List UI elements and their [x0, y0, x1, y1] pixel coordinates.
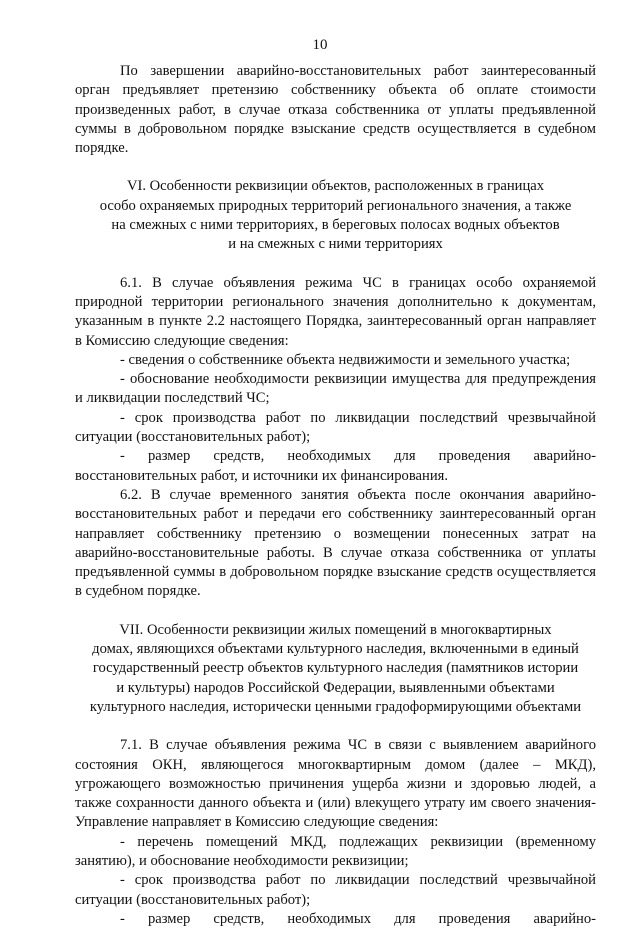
document-body: [75, 62, 596, 929]
section-7-heading-line: и культуры) народов Российской Федерации, выявленными объектами: [116, 679, 555, 696]
page-number: 10: [312, 37, 328, 53]
section-7-heading-line: государственный реестр объектов культурного наследия (памятников истории: [92, 660, 579, 677]
list-item: - перечень помещений МКД, подлежащих реквизиции (временному занятию), и обоснование необходимости реквизиции;: [75, 833, 596, 869]
list-item: - размер средств, необходимых для проведения аварийно-: [120, 910, 596, 927]
section-7-heading-line: домах, являющихся объектами культурного наследия, включенными в единый: [92, 641, 579, 658]
list-item: - размер средств, необходимых для проведения аварийно-восстановительных работ, и источники их финансирования.: [75, 448, 596, 484]
paragraph-7-1: 7.1. В случае объявления режима ЧС в связи с выявлением аварийного состояния ОКН, являющегося многоквартирным домом (далее – МКД), угрожающего возможностью причинения ущерба жизни и здоровью людей, а также сохранности данного объекта и (или) влекущего утрату им своего значения-Управление направляет в Комиссию следующие сведения:: [75, 737, 596, 831]
section-6-heading-line: особо охраняемых природных территорий регионального значения, а также: [99, 197, 572, 214]
section-7-heading-line: культурного наследия, исторически ценными градоформирующими объектами: [89, 698, 582, 715]
section-6-heading-line: VI. Особенности реквизиции объектов, расположенных в границах: [126, 178, 545, 195]
intro-paragraph: По завершении аварийно-восстановительных работ заинтересованный орган предъявляет претензию собственнику объекта об оплате стоимости произведенных работ, в случае отказа собственника от уплаты предъявленной суммы в добровольном порядке взыскание средств осуществляется в судебном порядке.: [75, 63, 596, 157]
list-item: - срок производства работ по ликвидации последствий чрезвычайной ситуации (восстановительных работ);: [75, 409, 596, 446]
paragraph-6-2: 6.2. В случае временного занятия объекта после окончания аварийно-восстановительных работ и передачи его собственнику заинтересованный орган направляет собственнику претензию о возмещении понесенных затрат на аварийно-восстановительные работы. В случае отказа собственника от уплаты предъявленной суммы в добровольном порядке взыскание средств осуществляется в судебном порядке.: [75, 486, 596, 600]
paragraph-6-1: 6.1. В случае объявления режима ЧС в границах особо охраняемой природной территории регионального значения дополнительно к документам, указанным в пункте 2.2 настоящего Порядка, заинтересованный орган направляет в Комиссию следующие сведения:: [75, 274, 596, 349]
section-7-heading: [75, 621, 596, 717]
section-6-heading-line: на смежных с ними территориях, в береговых полосах водных объектов: [111, 217, 560, 234]
section-7-heading-line: VII. Особенности реквизиции жилых помещений в многоквартирных: [119, 621, 552, 638]
list-item: - обоснование необходимости реквизиции имущества для предупреждения и ликвидации последствий ЧС;: [75, 371, 596, 407]
list-item: - срок производства работ по ликвидации последствий чрезвычайной ситуации (восстановительных работ);: [75, 872, 596, 908]
section-6-heading-line: и на смежных с ними территориях: [228, 236, 443, 253]
list-item: - сведения о собственнике объекта недвижимости и земельного участка;: [120, 351, 571, 368]
section-6-heading: [75, 177, 596, 254]
